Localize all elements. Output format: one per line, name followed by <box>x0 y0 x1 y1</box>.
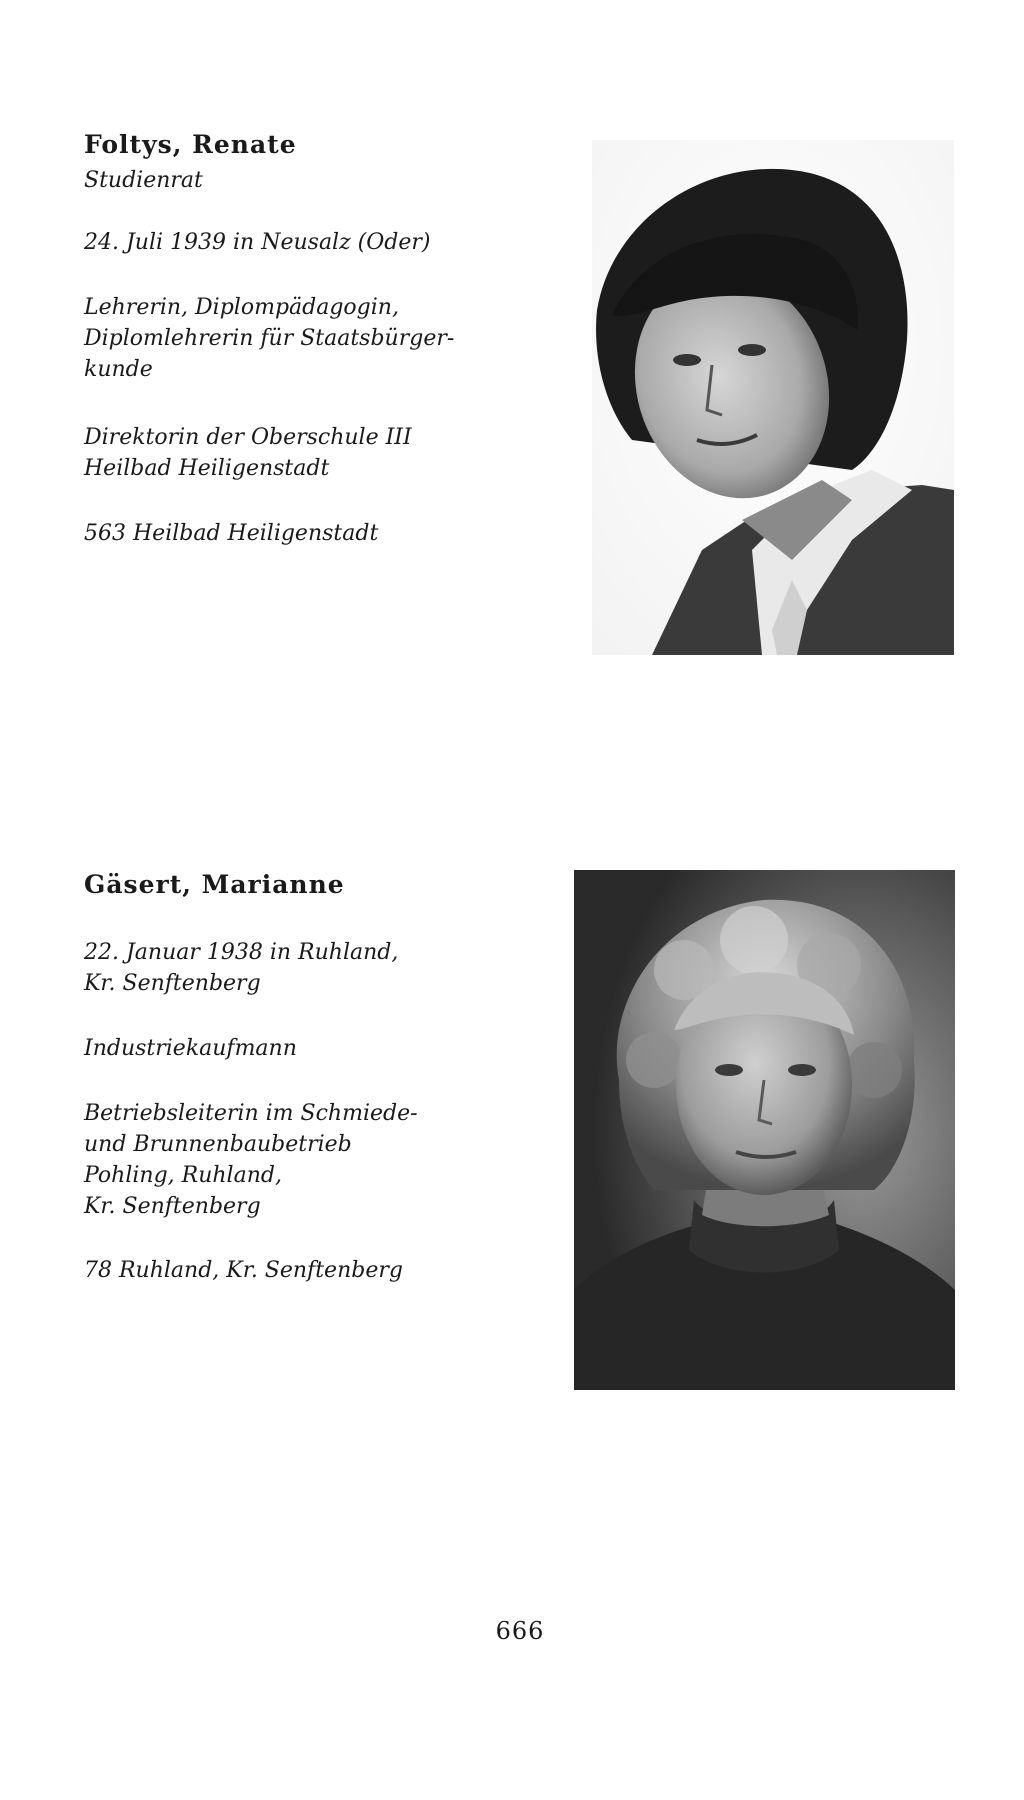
portrait-photo <box>592 140 954 655</box>
page-number: 666 <box>495 1617 545 1645</box>
birth-line: 22. Januar 1938 in Ruhland, <box>84 940 399 965</box>
entry-position <box>84 422 484 484</box>
entry-title <box>84 165 484 196</box>
title-line: Studienrat <box>84 168 203 193</box>
education-line: Industriekaufmann <box>84 1036 297 1061</box>
entry-birth <box>84 937 484 999</box>
birth-line: Kr. Senftenberg <box>84 971 261 996</box>
entry-address <box>84 518 484 549</box>
entry-education <box>84 292 484 385</box>
position-line: und Brunnenbaubetrieb <box>84 1132 352 1157</box>
entry-name: Foltys, Renate <box>84 130 297 159</box>
position-line: Direktorin der Oberschule III <box>84 425 412 450</box>
education-line: Diplomlehrerin für Staatsbürger- <box>84 326 455 351</box>
entry-education <box>84 1033 484 1064</box>
portrait-illustration <box>574 870 955 1390</box>
entry-position <box>84 1098 484 1222</box>
education-line: kunde <box>84 357 153 382</box>
position-line: Kr. Senftenberg <box>84 1194 261 1219</box>
entry-foltys <box>0 0 1024 700</box>
education-line: Lehrerin, Diplompädagogin, <box>84 295 399 320</box>
entry-gaesert <box>0 840 1024 1420</box>
position-line: Betriebsleiterin im Schmiede- <box>84 1101 418 1126</box>
address-line: 563 Heilbad Heiligenstadt <box>84 521 379 546</box>
position-line: Pohling, Ruhland, <box>84 1163 282 1188</box>
position-line: Heilbad Heiligenstadt <box>84 456 330 481</box>
portrait-photo <box>574 870 955 1390</box>
birth-line: 24. Juli 1939 in Neusalz (Oder) <box>84 230 431 255</box>
entry-name: Gäsert, Marianne <box>84 870 345 899</box>
entry-address <box>84 1255 484 1286</box>
address-line: 78 Ruhland, Kr. Senftenberg <box>84 1258 403 1283</box>
entry-birth <box>84 227 484 258</box>
portrait-illustration <box>592 140 954 655</box>
